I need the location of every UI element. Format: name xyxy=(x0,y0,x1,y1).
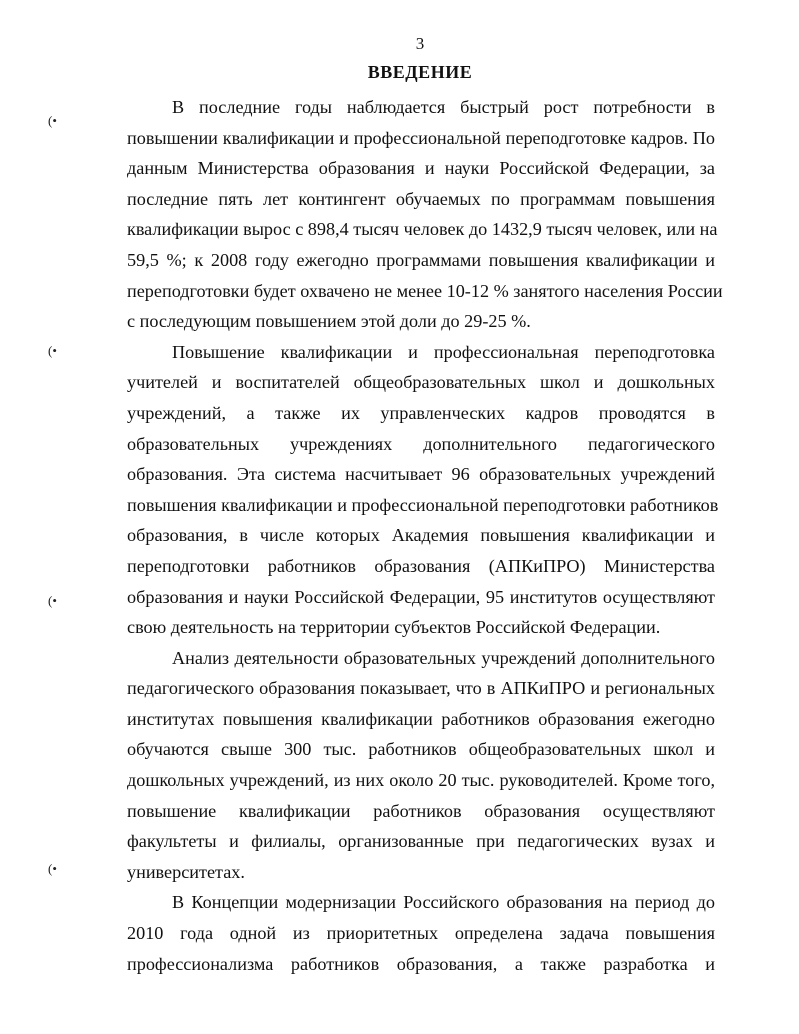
text-line: образования и науки Российской Федерации, 95 институтов осуществляют xyxy=(127,586,715,607)
text-line: обучаются свыше 300 тыс. работников общеобразовательных школ и xyxy=(127,739,715,760)
text-line: учреждений, а также их управленческих кадров проводятся в xyxy=(127,402,715,423)
paragraph-analysis xyxy=(127,643,715,888)
text-line: университетах. xyxy=(127,861,245,882)
text-line: повышении квалификации и профессиональной переподготовке кадров. По xyxy=(127,127,715,148)
text-line: дошкольных учреждений, из них около 20 тыс. руководителей. Кроме того, xyxy=(127,770,715,791)
text-line: данным Министерства образования и науки Российской Федерации, за xyxy=(127,158,715,179)
text-line: 2010 года одной из приоритетных определена задача повышения xyxy=(127,923,715,944)
text-line: переподготовки работников образования (АПКиПРО) Министерства xyxy=(127,555,715,576)
text-line: квалификации вырос с 898,4 тысяч человек до 1432,9 тысяч человек, или на xyxy=(127,219,718,240)
text-line: Повышение квалификации и профессиональная переподготовка xyxy=(172,341,715,362)
margin-mark: (• xyxy=(48,593,57,608)
text-line: институтах повышения квалификации работников образования ежегодно xyxy=(127,708,715,729)
text-line: последние пять лет контингент обучаемых по программам повышения xyxy=(127,188,715,209)
paragraph-concept xyxy=(127,887,715,979)
text-line: В Концепции модернизации Российского образования на период до xyxy=(172,892,715,913)
paragraph-intro xyxy=(127,92,723,337)
text-line: с последующим повышением этой доли до 29-25 %. xyxy=(127,311,531,332)
page-number: 3 xyxy=(415,34,425,53)
text-line: образования, в числе которых Академия повышения квалификации и xyxy=(127,525,715,546)
text-line: Анализ деятельности образовательных учреждений дополнительного xyxy=(172,647,715,668)
paragraph-system xyxy=(127,337,719,643)
text-line: образования. Эта система насчитывает 96 образовательных учреждений xyxy=(127,464,715,485)
text-line: учителей и воспитателей общеобразовательных школ и дошкольных xyxy=(127,372,715,393)
margin-mark: (• xyxy=(48,113,57,128)
margin-mark: (• xyxy=(48,343,57,358)
text-line: факультеты и филиалы, организованные при педагогических вузах и xyxy=(127,831,715,852)
text-line: профессионализма работников образования, а также разработка и xyxy=(127,953,715,974)
text-line: свою деятельность на территории субъектов Российской Федерации. xyxy=(127,617,661,638)
margin-mark: (• xyxy=(48,861,57,876)
section-heading: ВВЕДЕНИЕ xyxy=(367,62,473,82)
text-line: В последние годы наблюдается быстрый рост потребности в xyxy=(172,97,715,117)
text-line: повышение квалификации работников образования осуществляют xyxy=(127,800,715,821)
body-text xyxy=(127,92,723,979)
text-line: образовательных учреждениях дополнительного педагогического xyxy=(127,433,715,454)
text-line: переподготовки будет охвачено не менее 10-12 % занятого населения России xyxy=(127,280,723,301)
text-line: педагогического образования показывает, что в АПКиПРО и региональных xyxy=(127,678,715,699)
text-line: повышения квалификации и профессиональной переподготовки работников xyxy=(127,494,719,515)
text-line: 59,5 %; к 2008 году ежегодно программами повышения квалификации и xyxy=(127,249,715,270)
